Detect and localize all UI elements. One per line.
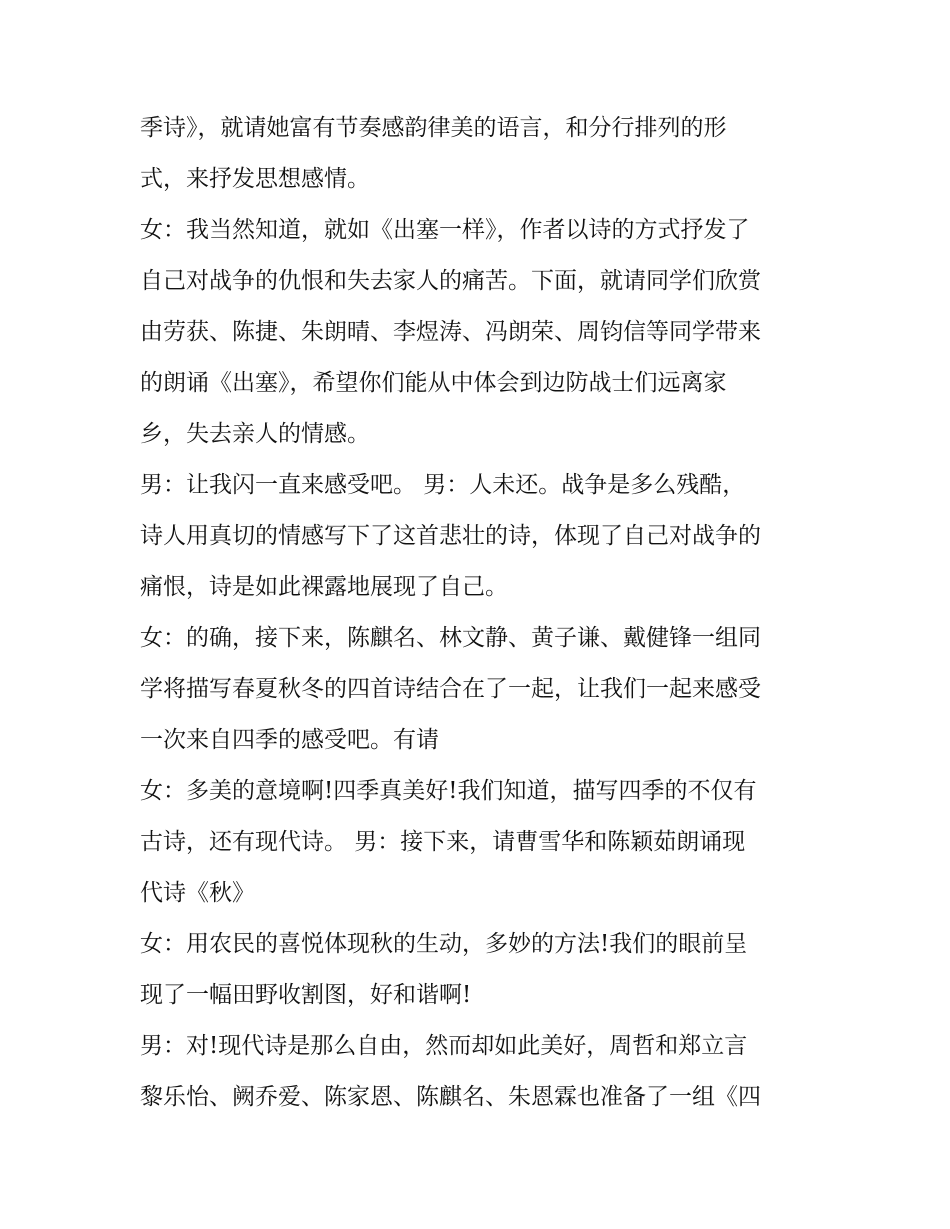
text-line: 学将描写春夏秋冬的四首诗结合在了一起，让我们一起来感受 [140, 676, 761, 702]
text-line: 式，来抒发思想感情。 [140, 166, 370, 192]
text-line: 由劳获、陈捷、朱朗晴、李煜涛、冯朗荣、周钧信等同学带来 [140, 319, 761, 345]
text-line: 女：用农民的喜悦体现秋的生动，多妙的方法!我们的眼前呈 [140, 931, 748, 957]
text-line: 现了一幅田野收割图，好和谐啊! [140, 982, 472, 1008]
document-body [140, 103, 820, 1123]
text-line: 自己对战争的仇恨和失去家人的痛苦。下面，就请同学们欣赏 [140, 268, 761, 294]
text-line: 的朗诵《出塞》，希望你们能从中体会到边防战士们远离家 [140, 370, 727, 396]
text-line: 男：让我闪一直来感受吧。 男：人未还。战争是多么残酷， [140, 472, 746, 498]
text-line: 一次来自四季的感受吧。有请 [140, 727, 439, 753]
text-line: 男：对!现代诗是那么自由，然而却如此美好，周哲和郑立言 [140, 1033, 748, 1059]
text-line: 代诗《秋》 [140, 880, 255, 906]
text-line: 女：多美的意境啊!四季真美好!我们知道，描写四季的不仅有 [140, 778, 757, 804]
text-line: 诗人用真切的情感写下了这首悲壮的诗，体现了自己对战争的 [140, 523, 761, 549]
text-line: 乡，失去亲人的情感。 [140, 421, 370, 447]
text-line: 季诗》，就请她富有节奏感韵律美的语言，和分行排列的形 [140, 115, 727, 141]
text-line: 黎乐怡、阙乔爱、陈家恩、陈麒名、朱恩霖也准备了一组《四 [140, 1084, 761, 1110]
text-line: 女：我当然知道，就如《出塞一样》，作者以诗的方式抒发了 [140, 217, 750, 243]
text-line: 痛恨，诗是如此裸露地展现了自己。 [140, 574, 508, 600]
text-line: 女：的确，接下来，陈麒名、林文静、黄子谦、戴健锋一组同 [140, 625, 761, 651]
text-line: 古诗，还有现代诗。 男：接下来，请曹雪华和陈颖茹朗诵现 [140, 829, 746, 855]
